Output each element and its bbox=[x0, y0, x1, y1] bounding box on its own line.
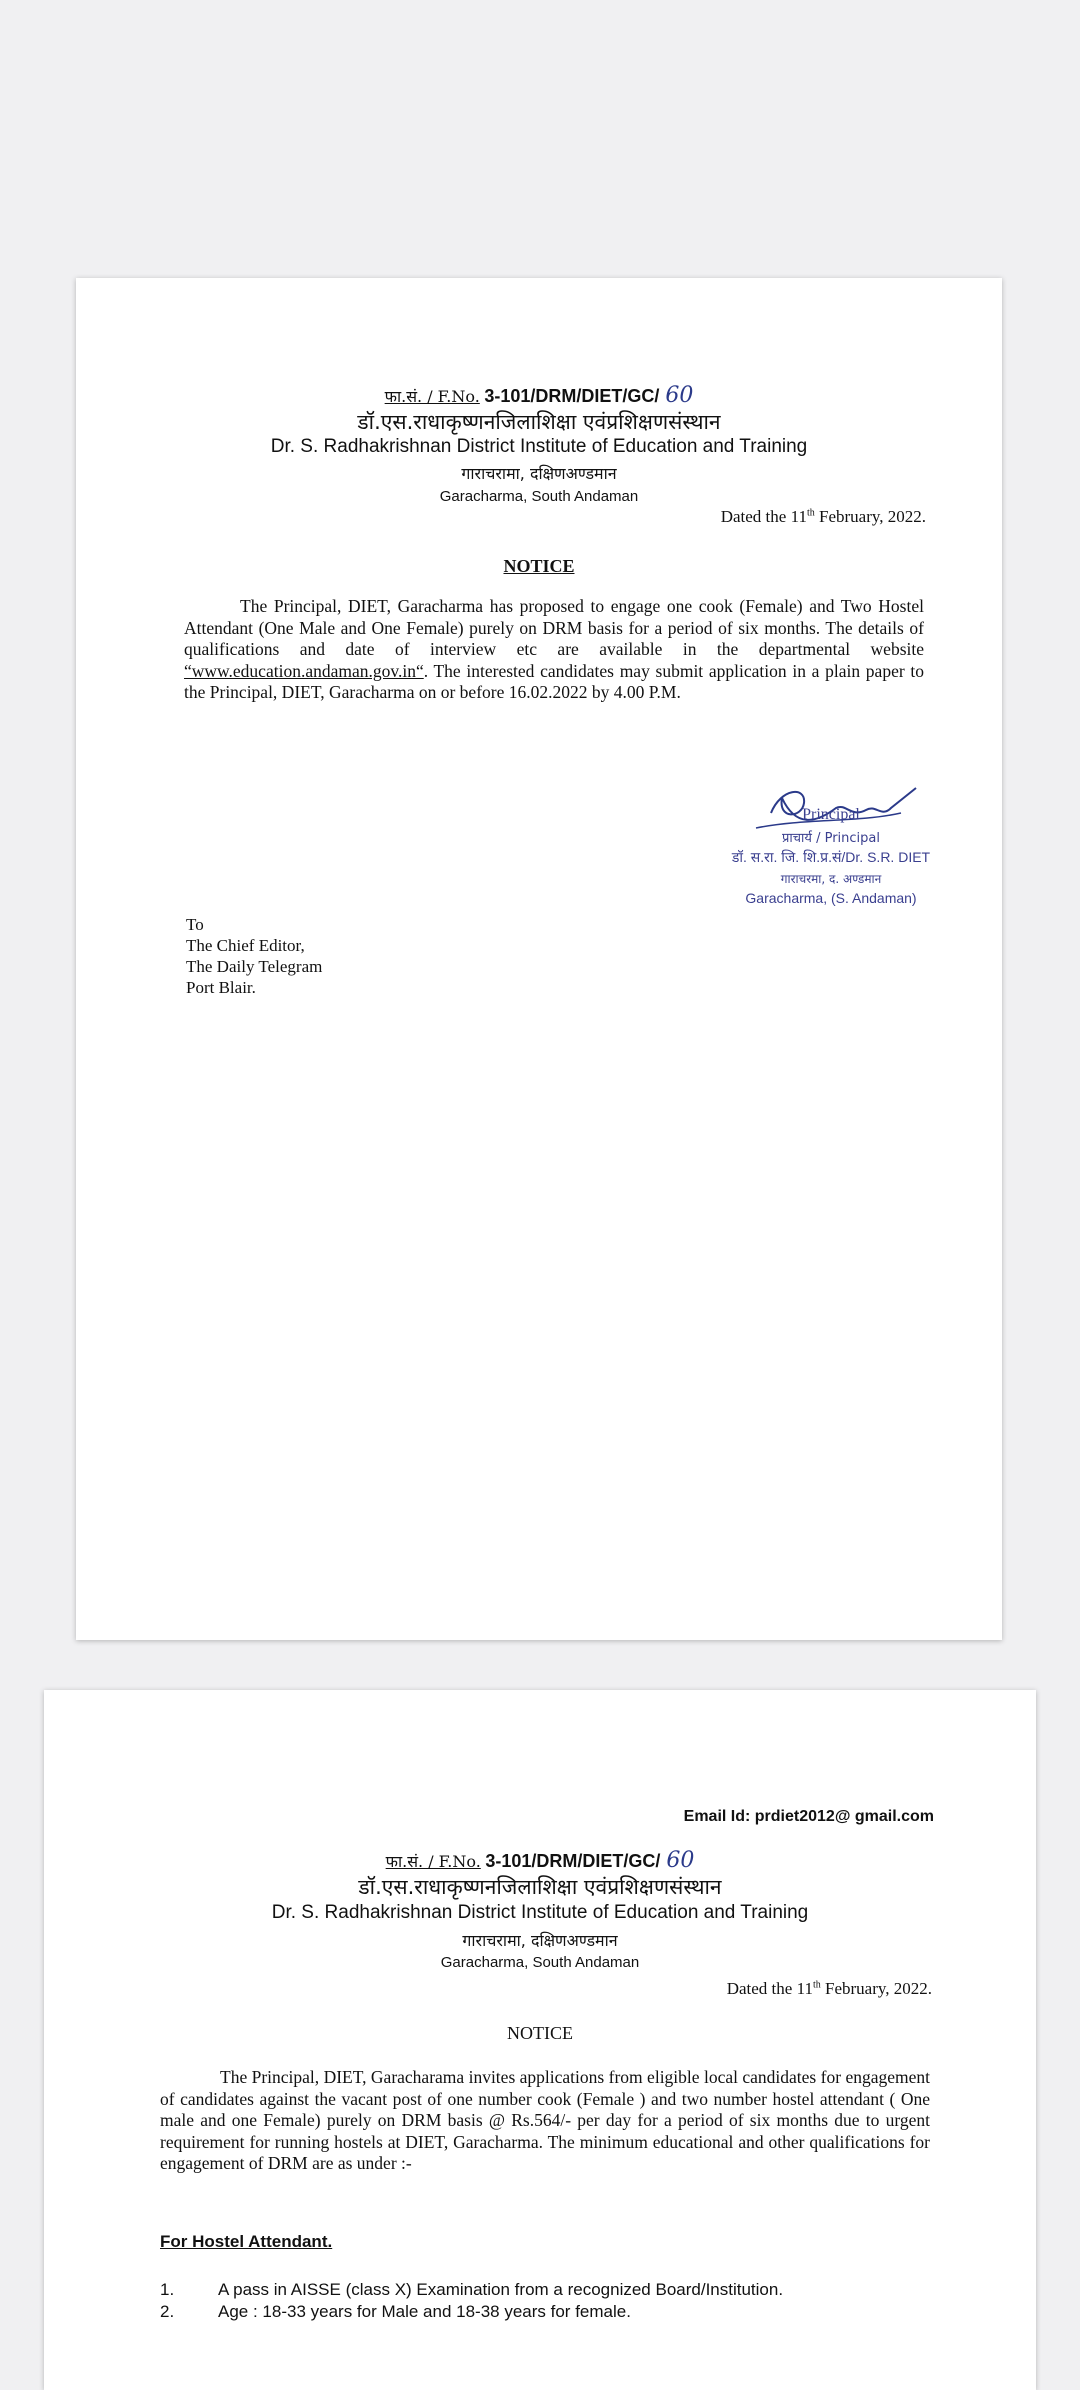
date-suffix: February, 2022. bbox=[820, 1979, 932, 1998]
address-english: Garacharma, South Andaman bbox=[439, 488, 639, 505]
institute-name-english: Dr. S. Radhakrishnan District Institute of Education and Training bbox=[271, 1902, 809, 1923]
handwritten-number: 60 bbox=[665, 383, 694, 408]
file-number-value: 3-101/DRM/DIET/GC/ bbox=[484, 386, 660, 406]
date-prefix: Dated the 11 bbox=[720, 507, 807, 526]
list-item-number: 1. bbox=[160, 2280, 175, 2299]
date-line bbox=[721, 507, 926, 527]
file-number-value: 3-101/DRM/DIET/GC/ bbox=[485, 1851, 661, 1871]
institute-name-hindi: डॉ.एस.राधाकृष्णनजिलाशिक्षा एवंप्रशिक्षणसंस्थान bbox=[358, 1875, 722, 1899]
file-number-label: फा.सं. / F.No. bbox=[384, 387, 480, 406]
notice-body-part2: . The interested candidates may submit application in a plain paper to the Principal, DIET, Garacharma on or before 16.02.2022 by 4.00 P.M. bbox=[184, 660, 924, 702]
recipient-line: The Daily Telegram bbox=[186, 957, 323, 976]
file-number-label: फा.सं. / F.No. bbox=[385, 1852, 481, 1871]
recipient-line: To bbox=[186, 915, 204, 934]
address-hindi: गाराचरामा, दक्षिणअण्डमान bbox=[462, 1931, 618, 1950]
principal-stamp bbox=[686, 768, 976, 918]
recipient-line: The Chief Editor, bbox=[186, 936, 305, 955]
address-hindi: गाराचरामा, दक्षिणअण्डमान bbox=[461, 464, 617, 483]
institute-name-english: Dr. S. Radhakrishnan District Institute of Education and Training bbox=[270, 436, 808, 457]
stamp-designation: प्राचार्य / Principal bbox=[782, 831, 880, 846]
recipient-line: Port Blair. bbox=[186, 978, 256, 997]
date-line bbox=[727, 1979, 932, 1999]
list-item-text: Age : 18-33 years for Male and 18-38 years for female. bbox=[218, 2302, 631, 2321]
notice-body-part1: The Principal, DIET, Garacharma has proposed to engage one cook (Female) and Two Hostel Attendant (One Male and One Female) purely on DRM basis for a period of six months. The details of qualifications and date of interview etc are available in the departmental website bbox=[184, 596, 924, 659]
notice-page-2 bbox=[44, 1690, 1036, 2390]
institute-name-hindi: डॉ.एस.राधाकृष्णनजिलाशिक्षा एवंप्रशिक्षणसंस्थान bbox=[357, 410, 721, 434]
list-item bbox=[160, 2302, 631, 2322]
notice-title: NOTICE bbox=[503, 556, 575, 576]
list-item bbox=[160, 2280, 783, 2300]
notice-page-1 bbox=[76, 278, 1002, 1640]
file-number bbox=[76, 383, 1002, 408]
list-item-number: 2. bbox=[160, 2302, 175, 2321]
date-suffix: February, 2022. bbox=[814, 507, 926, 526]
notice-body: The Principal, DIET, Garacharama invites applications from eligible local candidates for engagement of candidates against the vacant post of one number cook (Female ) and two number hostel attendant ( One male and one Female) purely on DRM basis @ Rs.564/- per day for a period of six months due to urgent requirement for running hostels at DIET, Garacharma. The minimum educational and other qualifications for engagement of DRM are as under :- bbox=[160, 2067, 930, 2173]
stamp-institute: डॉ. स.रा. जि. शि.प्र.सं/Dr. S.R. DIET bbox=[731, 849, 931, 865]
section-title: For Hostel Attendant. bbox=[160, 2232, 333, 2251]
handwritten-number: 60 bbox=[666, 1848, 695, 1873]
list-item-text: A pass in AISSE (class X) Examination from a recognized Board/Institution. bbox=[218, 2280, 784, 2299]
file-number bbox=[44, 1848, 1036, 1873]
address-english: Garacharma, South Andaman bbox=[440, 1954, 640, 1971]
date-sup: th bbox=[812, 1979, 821, 1991]
notice-title: NOTICE bbox=[507, 2023, 573, 2043]
date-sup: th bbox=[806, 507, 815, 519]
recipient-block bbox=[186, 914, 322, 998]
stamp-place-hindi: गाराचरमा, द. अण्डमान bbox=[780, 872, 882, 886]
email-id: Email Id: prdiet2012@ gmail.com bbox=[683, 1808, 934, 1825]
stamp-place-english: Garacharma, (S. Andaman) bbox=[745, 890, 917, 906]
date-prefix: Dated the 11 bbox=[726, 1979, 813, 1998]
stamp-principal: Principal bbox=[802, 806, 860, 823]
notice-body bbox=[184, 596, 924, 704]
website-link[interactable]: “www.education.andaman.gov.in“ bbox=[184, 660, 424, 681]
